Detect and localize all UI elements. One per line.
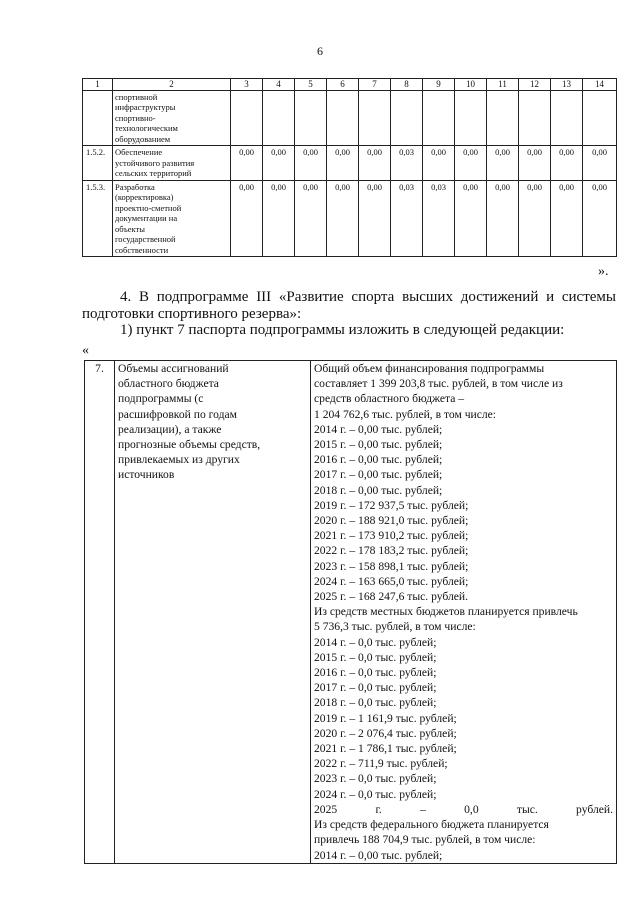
- row-code: 1.5.2.: [83, 146, 113, 181]
- value-cell: [487, 90, 519, 146]
- value-cell: 0,03: [423, 180, 455, 257]
- passport-table: [84, 360, 617, 864]
- row-name-line: оборудованием: [115, 133, 171, 144]
- column-header: 3: [231, 79, 263, 91]
- title-line: Объемы ассигнований: [118, 362, 229, 375]
- row-name-line: спортивно-: [115, 112, 156, 123]
- value-cell: 0,00: [295, 180, 327, 257]
- title-line: подпрограммы (с: [118, 392, 204, 406]
- content-line: 2025 г. – 0,0 тыс. рублей.: [314, 802, 613, 816]
- funding-table-top: [82, 78, 617, 257]
- value-cell: 0,00: [487, 180, 519, 257]
- paragraph-item-7: 1) пункт 7 паспорта подпрограммы изложить в следующей редакции:: [120, 322, 565, 338]
- passport-row-title: [115, 361, 311, 864]
- value-cell: 0,00: [231, 146, 263, 181]
- column-header: 2: [113, 79, 231, 91]
- row-name-line: (корректировка): [115, 192, 174, 202]
- title-line: реализации), а также: [118, 422, 222, 436]
- row-name: [113, 180, 231, 257]
- row-name: [113, 90, 231, 146]
- content-line: 2020 г. – 2 076,4 тыс. рублей;: [314, 726, 457, 740]
- content-line: 2024 г. – 0,0 тыс. рублей;: [314, 787, 437, 801]
- row-name-line: проектно-сметной: [115, 202, 182, 213]
- value-cell: 0,00: [423, 146, 455, 181]
- content-line: 2023 г. – 0,0 тыс. рублей;: [314, 772, 437, 786]
- column-header: 8: [391, 79, 423, 91]
- row-code: [83, 90, 113, 146]
- value-cell: 0,00: [487, 146, 519, 181]
- column-header: 6: [327, 79, 359, 91]
- title-line: источников: [118, 468, 175, 482]
- title-line: привлекаемых из других: [118, 453, 240, 467]
- content-line: привлечь 188 704,9 тыс. рублей, в том числе:: [314, 833, 536, 847]
- row-name-line: Разработка: [115, 181, 155, 192]
- value-cell: 0,03: [391, 180, 423, 257]
- value-cell: 0,00: [583, 180, 617, 257]
- content-line: 2021 г. – 1 786,1 тыс. рублей;: [314, 742, 457, 756]
- content-line: 2022 г. – 711,9 тыс. рублей;: [314, 757, 448, 771]
- content-line: 2014 г. – 0,00 тыс. рублей;: [314, 422, 443, 436]
- value-cell: 0,00: [295, 146, 327, 181]
- content-line: 2016 г. – 0,0 тыс. рублей;: [314, 666, 437, 680]
- column-header: 11: [487, 79, 519, 91]
- value-cell: 0,00: [231, 180, 263, 257]
- title-line: областного бюджета: [118, 377, 219, 391]
- content-line: 2016 г. – 0,00 тыс. рублей;: [314, 453, 443, 467]
- content-line: Из средств местных бюджетов планируется привлечь: [314, 605, 578, 619]
- page-number: 6: [317, 44, 323, 58]
- row-name: [113, 146, 231, 181]
- value-cell: [327, 90, 359, 146]
- content-line: 1 204 762,6 тыс. рублей, в том числе:: [314, 407, 497, 421]
- column-header: 4: [263, 79, 295, 91]
- column-header: 12: [519, 79, 551, 91]
- column-header: 5: [295, 79, 327, 91]
- content-line: 2015 г. – 0,00 тыс. рублей;: [314, 438, 443, 452]
- value-cell: 0,00: [263, 146, 295, 181]
- value-cell: 0,00: [583, 146, 617, 181]
- paragraph-subprogram-3: 4. В подпрограмме III «Развитие спорта высших достижений и системы подготовки спортивного резерва»:: [82, 289, 616, 322]
- value-cell: [231, 90, 263, 146]
- content-line: 2021 г. – 173 910,2 тыс. рублей;: [314, 529, 469, 543]
- value-cell: 0,00: [455, 146, 487, 181]
- content-line: 2017 г. – 0,00 тыс. рублей;: [314, 468, 443, 482]
- value-cell: [391, 90, 423, 146]
- row-name-line: документации на: [115, 213, 178, 223]
- content-line: 2015 г. – 0,0 тыс. рублей;: [314, 650, 437, 664]
- content-line: 2018 г. – 0,00 тыс. рублей;: [314, 483, 443, 497]
- content-line: средств областного бюджета –: [314, 392, 465, 406]
- value-cell: [455, 90, 487, 146]
- title-line: прогнозные объемы средств,: [118, 438, 261, 452]
- value-cell: [519, 90, 551, 146]
- value-cell: [263, 90, 295, 146]
- table-row: [83, 146, 617, 181]
- value-cell: [551, 90, 583, 146]
- row-name-line: сельских территорий: [115, 168, 192, 178]
- table-row: [83, 90, 617, 146]
- content-line: 2018 г. – 0,0 тыс. рублей;: [314, 696, 437, 710]
- value-cell: 0,00: [327, 146, 359, 181]
- row-name-line: собственности: [115, 244, 169, 255]
- row-name-line: спортивной: [115, 91, 158, 102]
- row-name-line: государственной: [115, 234, 176, 244]
- content-line: 2017 г. – 0,0 тыс. рублей;: [314, 681, 437, 695]
- content-line: 2025 г. – 168 247,6 тыс. рублей.: [314, 590, 469, 604]
- content-line: 2014 г. – 0,00 тыс. рублей;: [314, 848, 443, 862]
- content-line: 2022 г. – 178 183,2 тыс. рублей;: [314, 544, 469, 558]
- value-cell: [583, 90, 617, 146]
- passport-row-number: 7.: [85, 361, 115, 864]
- column-header: 1: [83, 79, 113, 91]
- content-line: Общий объем финансирования подпрограммы: [314, 362, 545, 375]
- value-cell: 0,00: [519, 146, 551, 181]
- column-header: 14: [583, 79, 617, 91]
- value-cell: 0,00: [359, 180, 391, 257]
- row-name-line: технологическим: [115, 123, 178, 133]
- content-line: 2024 г. – 163 665,0 тыс. рублей;: [314, 574, 469, 588]
- row-name-line: Обеспечение: [115, 147, 163, 157]
- content-line: составляет 1 399 203,8 тыс. рублей, в том числе из: [314, 377, 563, 391]
- table-header-row: [83, 79, 617, 91]
- value-cell: [423, 90, 455, 146]
- passport-row-7: [85, 361, 617, 864]
- row-code: 1.5.3.: [83, 180, 113, 257]
- passport-row-content: [311, 361, 617, 864]
- value-cell: 0,00: [519, 180, 551, 257]
- row-name-line: устойчивого развития: [115, 157, 195, 168]
- closing-quote: ».: [598, 264, 609, 279]
- column-header: 13: [551, 79, 583, 91]
- value-cell: [295, 90, 327, 146]
- value-cell: 0,00: [551, 146, 583, 181]
- value-cell: 0,00: [359, 146, 391, 181]
- column-header: 10: [455, 79, 487, 91]
- value-cell: 0,00: [327, 180, 359, 257]
- value-cell: 0,03: [391, 146, 423, 181]
- row-name-line: инфраструктуры: [115, 102, 176, 112]
- content-line: 2020 г. – 188 921,0 тыс. рублей;: [314, 514, 469, 528]
- column-header: 7: [359, 79, 391, 91]
- opening-quote: «: [82, 343, 89, 358]
- content-line: 2023 г. – 158 898,1 тыс. рублей;: [314, 559, 469, 573]
- content-line: 2019 г. – 172 937,5 тыс. рублей;: [314, 498, 469, 512]
- value-cell: 0,00: [551, 180, 583, 257]
- content-line: 2019 г. – 1 161,9 тыс. рублей;: [314, 711, 457, 725]
- content-line: Из средств федерального бюджета планируется: [314, 818, 549, 832]
- row-name-line: объекты: [115, 223, 145, 234]
- value-cell: 0,00: [263, 180, 295, 257]
- content-line: 2014 г. – 0,0 тыс. рублей;: [314, 635, 437, 649]
- title-line: расшифровкой по годам: [118, 407, 237, 421]
- value-cell: 0,00: [455, 180, 487, 257]
- value-cell: [359, 90, 391, 146]
- table-row: [83, 180, 617, 257]
- content-line: 5 736,3 тыс. рублей, в том числе:: [314, 620, 476, 634]
- column-header: 9: [423, 79, 455, 91]
